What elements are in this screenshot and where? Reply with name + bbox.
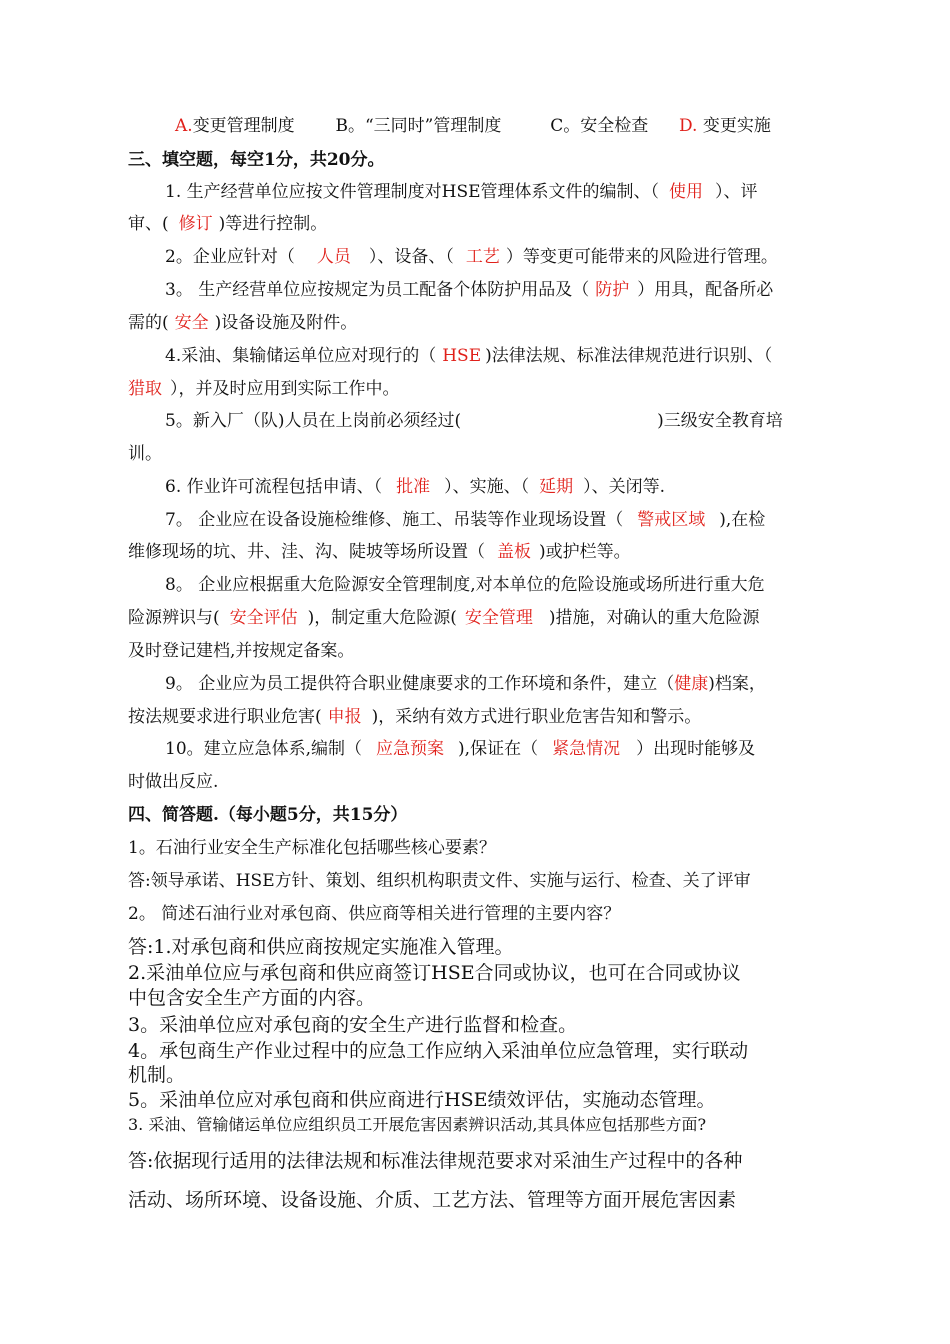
- q3-text-3: 需的(: [128, 313, 169, 333]
- short-a2-line6: 机制。: [128, 1064, 186, 1086]
- option-c: C。安全检查: [550, 116, 649, 136]
- q6-text-3: ）、关闭等.: [583, 477, 666, 497]
- q9-text-3: 按法规要求进行职业危害(: [128, 707, 322, 727]
- q6-answer-1: 批准: [396, 477, 431, 497]
- q8-text-2: )，制定重大危险源(: [307, 608, 457, 628]
- q4-line2: [128, 378, 400, 400]
- q2-text-2: ）、设备、（: [368, 247, 454, 267]
- q9-line1: [165, 673, 766, 695]
- q8-line2: [128, 607, 760, 629]
- q2-text-3: ）等变更可能带来的风险进行管理。: [505, 247, 778, 267]
- q8-text-1: 险源辨识与(: [128, 608, 220, 628]
- q7-answer-1: 警戒区域: [637, 510, 706, 530]
- q3-line2: [128, 312, 357, 334]
- short-a2-line1: 答:1.对承包商和供应商按规定实施准入管理。: [128, 936, 514, 958]
- q8-text-3: )措施，对确认的重大危险源: [548, 608, 760, 628]
- q6-text-1: 6. 作业许可流程包括申请、（: [165, 477, 383, 497]
- q2-text-1: 2。企业应针对（: [165, 247, 295, 267]
- short-q2: 2。 简述石油行业对承包商、供应商等相关进行管理的主要内容？: [128, 904, 621, 924]
- q8-answer-2: 安全管理: [464, 608, 533, 628]
- q8-answer-1: 安全评估: [229, 608, 298, 628]
- option-a-text: 变更管理制度: [192, 116, 295, 136]
- q7-text-1: 7。 企业应在设备设施检维修、施工、吊装等作业现场设置（: [165, 510, 624, 530]
- q2-answer-1: 人员: [316, 247, 351, 267]
- q1-line1: [165, 181, 758, 203]
- q10-text-2: ),保证在（: [458, 739, 539, 759]
- q2-line: [165, 246, 778, 268]
- q1-text-2: ）、评: [715, 182, 758, 202]
- q4-text-3: ），并及时应用到实际工作中。: [170, 379, 400, 399]
- q10-line1: [165, 738, 755, 760]
- q9-line2: [128, 706, 701, 728]
- q7-line2: [128, 541, 631, 563]
- q7-text-4: )或护栏等。: [539, 542, 631, 562]
- short-a1: 答:领导承诺、HSE方针、策划、组织机构职责文件、实施与运行、检查、关了评审: [128, 871, 751, 891]
- q8-line3: 及时登记建档,并按规定备案。: [128, 641, 355, 661]
- q10-answer-1: 应急预案: [376, 739, 445, 759]
- q5-text-1: 5。新入厂（队)人员在上岗前必须经过(: [165, 411, 462, 431]
- q9-answer-1: 健康: [674, 674, 709, 694]
- section4-heading: 四、简答题.（每小题5分，共15分）: [128, 805, 408, 825]
- q5-line2: 训。: [128, 444, 162, 464]
- q3-text-2: ）用具，配备所必: [637, 280, 774, 300]
- q4-text-1: 4.采油、集输储运单位应对现行的（: [165, 346, 437, 366]
- q10-text-3: ）出现时能够及: [636, 739, 756, 759]
- short-a2-line5: 4。承包商生产作业过程中的应急工作应纳入采油单位应急管理，实行联动: [128, 1040, 749, 1062]
- q1-text-1: 1. 生产经营单位应按文件管理制度对HSE管理体系文件的编制、（: [165, 182, 660, 202]
- short-a3-line2: 活动、场所环境、设备设施、介质、工艺方法、管理等方面开展危害因素: [128, 1189, 737, 1211]
- q6-answer-2: 延期: [539, 477, 574, 497]
- q4-text-2: )法律法规、标准法律规范进行识别、（: [485, 346, 773, 366]
- short-a2-line3: 中包含安全生产方面的内容。: [128, 987, 376, 1009]
- q10-answer-2: 紧急情况: [552, 739, 621, 759]
- q5-text-2: )三级安全教育培: [657, 411, 783, 431]
- q6-line: [165, 476, 665, 498]
- q10-text-1: 10。建立应急体系,编制（: [165, 739, 363, 759]
- q3-answer-1: 防护: [595, 280, 630, 300]
- option-d-letter: D.: [679, 116, 698, 136]
- q7-line1: [165, 509, 765, 531]
- q1-text-3: 审、(: [128, 214, 169, 234]
- q3-line1: [165, 279, 773, 301]
- q9-answer-2: 申报: [327, 707, 362, 727]
- section3-heading: 三、填空题，每空1分，共20分。: [128, 150, 385, 170]
- q1-text-4: )等进行控制。: [218, 214, 328, 234]
- q3-text-1: 3。 生产经营单位应按规定为员工配备个体防护用品及（: [165, 280, 590, 300]
- short-q1: 1。石油行业安全生产标准化包括哪些核心要素？: [128, 838, 496, 858]
- q4-answer-2: 猎取: [128, 379, 162, 399]
- q1-answer-2: 修订: [178, 214, 213, 234]
- short-a2-line7: 5。采油单位应对承包商和供应商进行HSE绩效评估，实施动态管理。: [128, 1089, 716, 1111]
- q7-text-2: ),在检: [719, 510, 766, 530]
- q10-line2: 时做出反应.: [128, 772, 219, 792]
- q3-text-4: )设备设施及附件。: [214, 313, 358, 333]
- q8-line1: 8。 企业应根据重大危险源安全管理制度,对本单位的危险设施或场所进行重大危: [165, 575, 765, 595]
- q1-line2: [128, 213, 327, 235]
- q4-line1: [165, 345, 772, 367]
- q9-text-4: )，采纳有效方式进行职业危害告知和警示。: [371, 707, 702, 727]
- q1-answer-1: 使用: [669, 182, 704, 202]
- q6-text-2: ）、实施、（: [444, 477, 530, 497]
- short-q3: 3. 采油、管输储运单位应组织员工开展危害因素辨识活动,其具体应包括那些方面?: [128, 1115, 707, 1134]
- option-a-letter: A.: [175, 116, 193, 136]
- short-a2-line4: 3。采油单位应对承包商的安全生产进行监督和检查。: [128, 1014, 578, 1036]
- q7-text-3: 维修现场的坑、井、洼、沟、陡坡等场所设置（: [128, 542, 485, 562]
- q9-text-2: )档案，: [708, 674, 766, 694]
- option-b: B。“三同时”管理制度: [335, 116, 502, 136]
- q7-answer-2: 盖板: [497, 542, 531, 562]
- q3-answer-2: 安全: [174, 313, 209, 333]
- q9-text-1: 9。 企业应为员工提供符合职业健康要求的工作环境和条件，建立（: [165, 674, 675, 694]
- choice-line: [175, 115, 771, 137]
- short-a2-line2: 2.采油单位应与承包商和供应商签订HSE合同或协议，也可在合同或协议: [128, 962, 741, 984]
- q5-line1: [165, 410, 783, 432]
- short-a3-line1: 答:依据现行适用的法律法规和标准法律规范要求对采油生产过程中的各种: [128, 1150, 743, 1172]
- q4-answer-1: HSE: [442, 346, 482, 366]
- option-d-text: 变更实施: [702, 116, 771, 136]
- q2-answer-2: 工艺: [465, 247, 500, 267]
